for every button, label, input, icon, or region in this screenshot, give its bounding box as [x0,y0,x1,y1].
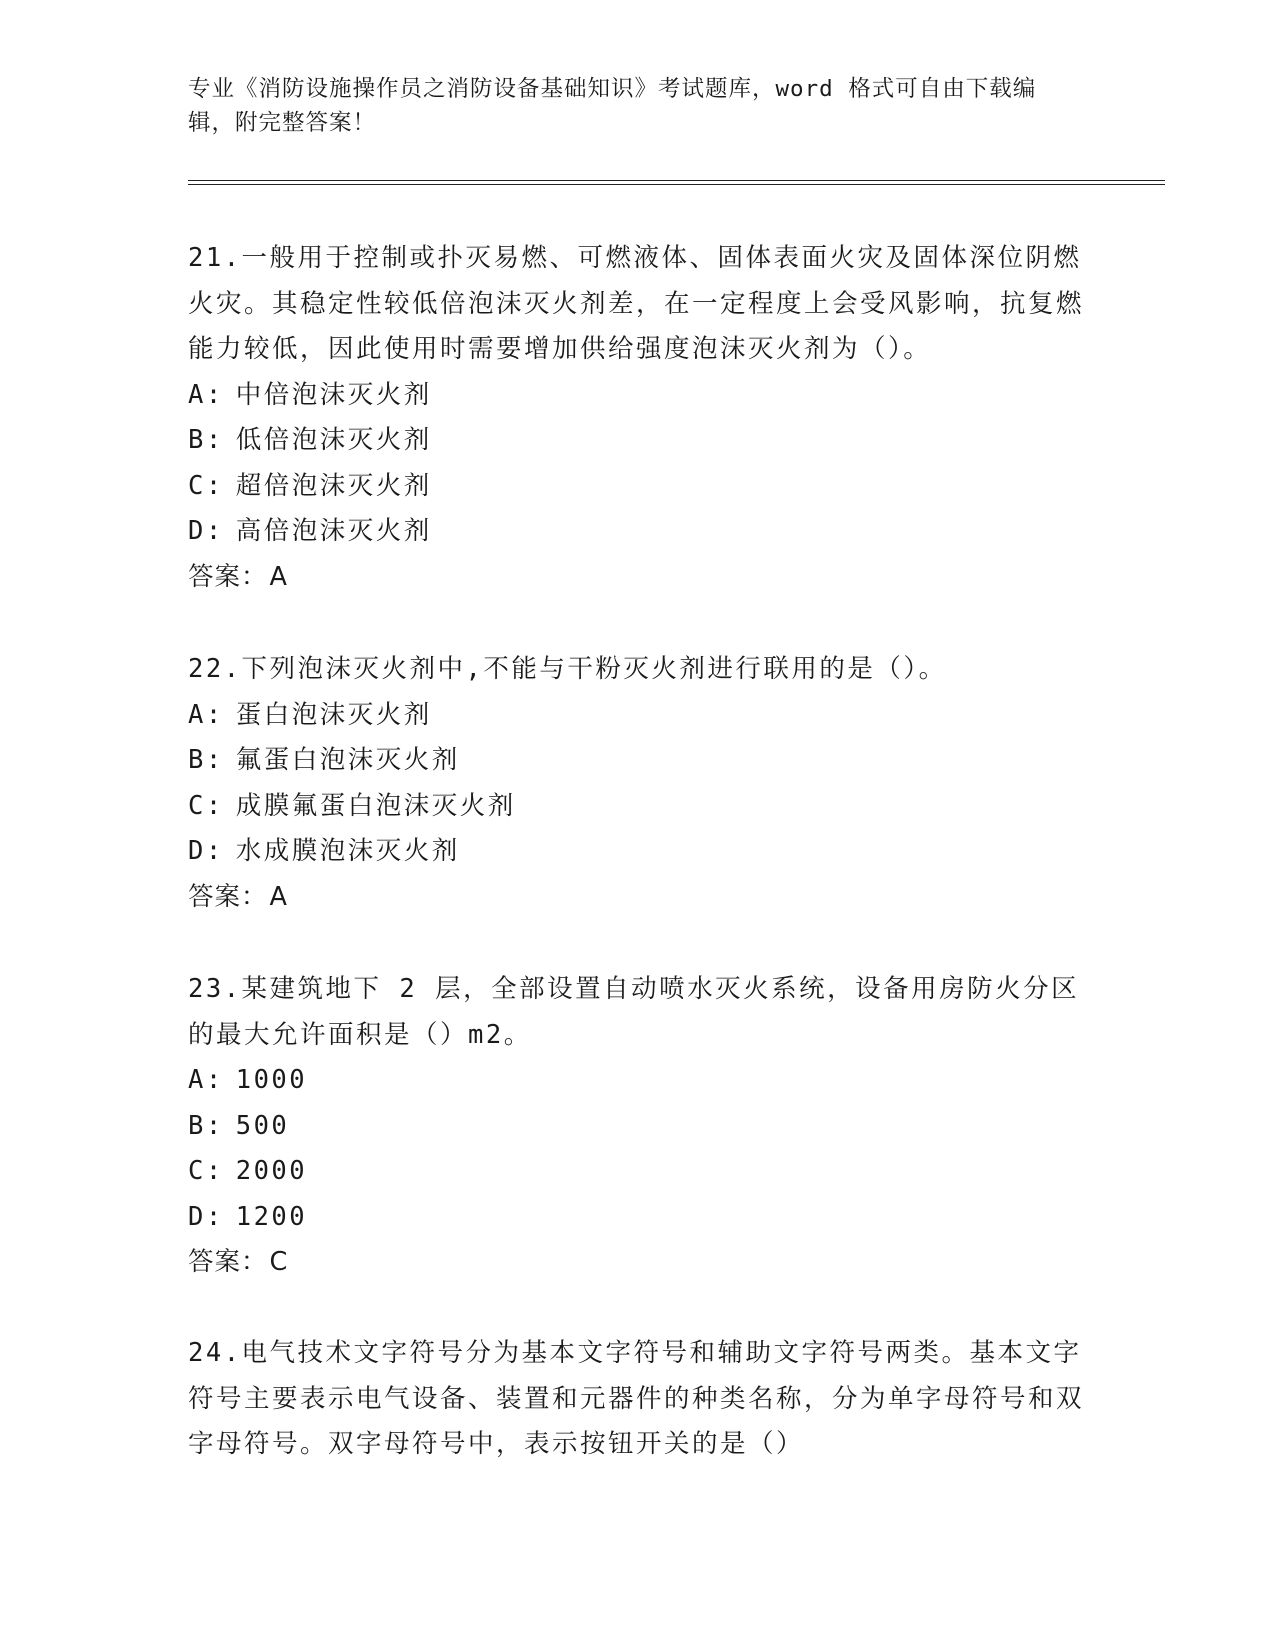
option-text: 氟蛋白泡沫灭火剂 [235,745,460,775]
option-text: 蛋白泡沫灭火剂 [235,699,432,730]
answer-value: A [269,561,288,592]
option-letter: C: [188,790,224,821]
option-letter: B: [188,425,224,455]
header-divider-bottom [188,184,1165,185]
option-text: 低倍泡沫灭火剂 [235,425,432,455]
answer-line [188,875,1088,921]
option-c [188,464,1088,510]
option-b [188,418,1088,464]
option-c [188,784,1088,830]
option-text: 500 [235,1110,290,1141]
question-stem: 22.下列泡沫灭火剂中,不能与干粉灭火剂进行联用的是（）。 [188,654,947,684]
option-letter: B: [188,1110,224,1141]
option-letter: A: [188,1065,224,1095]
answer-label: 答案： [188,1247,268,1277]
option-text: 超倍泡沫灭火剂 [235,470,432,501]
question-stem: 21.一般用于控制或扑灭易燃、可燃液体、固体表面火灾及固体深位阴燃火灾。其稳定性较低倍泡沫灭火剂差，在一定程度上会受风影响，抗复燃能力较低，因此使用时需要增加供给强度泡沫灭火剂为（）。 [188,243,1085,364]
answer-line [188,555,1088,601]
header-divider-top [188,180,1165,181]
option-letter: D: [188,516,224,546]
question-22 [188,647,1088,920]
answer-value: C [269,1247,289,1277]
answer-line [188,1240,1088,1286]
option-text: 中倍泡沫灭火剂 [235,379,432,410]
option-text: 1200 [235,1201,308,1232]
question-24 [188,1331,1088,1468]
question-23 [188,967,1088,1286]
option-letter: C: [188,470,224,501]
document-header: 专业《消防设施操作员之消防设备基础知识》考试题库，word 格式可自由下载编辑，附完整答案！ [188,76,1037,136]
option-letter: A: [188,699,224,730]
option-c [188,1149,1088,1195]
option-b [188,738,1088,784]
option-text: 高倍泡沫灭火剂 [235,516,432,546]
option-text: 水成膜泡沫灭火剂 [235,836,460,866]
option-text: 2000 [235,1156,308,1186]
option-text: 1000 [235,1065,308,1095]
question-stem: 24.电气技术文字符号分为基本文字符号和辅助文字符号两类。基本文字符号主要表示电气设备、装置和元器件的种类名称，分为单字母符号和双字母符号。双字母符号中，表示按钮开关的是（） [188,1338,1085,1459]
option-letter: D: [188,836,224,866]
option-letter: C: [188,1156,224,1186]
answer-value: A [269,881,288,912]
option-b [188,1104,1088,1150]
option-a [188,693,1088,739]
option-a [188,1058,1088,1104]
option-text: 成膜氟蛋白泡沫灭火剂 [235,790,516,821]
option-letter: D: [188,1201,224,1232]
question-stem: 23.某建筑地下 2 层，全部设置自动喷水灭火系统，设备用房防火分区的最大允许面积是（）m2。 [188,974,1080,1050]
option-d [188,1195,1088,1241]
answer-label: 答案： [188,881,268,912]
option-letter: A: [188,379,224,410]
option-d [188,829,1088,875]
option-letter: B: [188,745,224,775]
option-a [188,373,1088,419]
question-21 [188,236,1088,600]
option-d [188,509,1088,555]
answer-label: 答案： [188,561,268,592]
